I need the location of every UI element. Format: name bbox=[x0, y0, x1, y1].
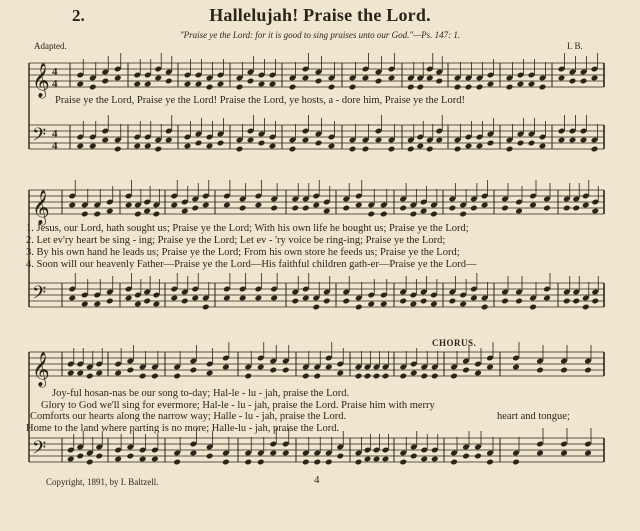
hymn-number: 2. bbox=[72, 6, 85, 25]
system2-treble-clef: 𝄞 bbox=[32, 190, 50, 225]
system3-treble-note bbox=[173, 373, 181, 380]
system2-bass-note bbox=[367, 301, 375, 308]
system1-treble-note bbox=[217, 81, 225, 88]
system2-bass-note bbox=[342, 298, 350, 305]
system2-bass-clef: 𝄢 bbox=[32, 283, 47, 308]
system3-bass-note bbox=[257, 459, 265, 466]
system2-treble-note bbox=[420, 208, 428, 215]
hymn-title: Hallelujah! Praise the Lord. bbox=[209, 5, 431, 25]
system2-treble-note bbox=[181, 208, 189, 215]
system2-bass-note bbox=[430, 301, 438, 308]
system1-treble-note bbox=[247, 78, 255, 85]
system2-treble-note bbox=[380, 211, 388, 218]
system3-treble-note bbox=[257, 364, 265, 371]
system1-bass-note bbox=[506, 146, 514, 153]
system3-bass-note bbox=[95, 453, 103, 460]
system2-bass-note bbox=[591, 298, 599, 305]
system3-treble-note bbox=[302, 373, 310, 380]
system2-treble-note bbox=[563, 205, 571, 212]
system1-bass-note bbox=[517, 140, 525, 147]
system1-bass-note bbox=[247, 137, 255, 144]
system2-treble-note bbox=[170, 202, 178, 209]
page-number: 4 bbox=[314, 474, 320, 486]
system3-treble-note bbox=[399, 373, 407, 380]
system2-treble-note bbox=[255, 202, 263, 209]
system2-bass-note bbox=[68, 295, 76, 302]
system3-bass-note bbox=[76, 453, 84, 460]
system2-bass-note bbox=[399, 298, 407, 305]
system1-bass-note bbox=[569, 137, 577, 144]
system3-treble-note bbox=[536, 367, 544, 374]
system2-treble-note bbox=[410, 211, 418, 218]
verse-2: 2. Let ev'ry heart be sing - ing; Praise ye the Lord; Let ev - 'ry voice be ring-ing; Praise ye the Lord; bbox=[26, 235, 446, 246]
system1-treble-note bbox=[206, 84, 214, 91]
system1-bass-note bbox=[349, 146, 357, 153]
system2-bass-note bbox=[270, 295, 278, 302]
system3-treble-note bbox=[282, 367, 290, 374]
system2-treble-note bbox=[459, 211, 467, 218]
system2-treble-note bbox=[134, 211, 142, 218]
system2-treble-note bbox=[270, 205, 278, 212]
system2-treble-note bbox=[355, 202, 363, 209]
system3-treble-note bbox=[325, 364, 333, 371]
system2-bass-note bbox=[529, 304, 537, 311]
system1-treble-note bbox=[416, 84, 424, 91]
system3-bass-note bbox=[512, 459, 520, 466]
system3-bass-note bbox=[325, 459, 333, 466]
system2-bass-note bbox=[323, 298, 331, 305]
system1-treble-note bbox=[114, 75, 122, 82]
system3-bass-note bbox=[382, 456, 390, 463]
system2-treble-note bbox=[106, 208, 114, 215]
verse-4: 4. Soon will our heavenly Father—Praise ye the Lord—His faithful children gath-er—Praise ye the Lord— bbox=[26, 259, 477, 270]
system3-treble-note bbox=[67, 370, 75, 377]
system1-bass-clef: 𝄢 bbox=[32, 125, 47, 150]
system1-bass-note bbox=[302, 137, 310, 144]
system3-treble-note bbox=[190, 367, 198, 374]
system1-treble-note bbox=[487, 81, 495, 88]
system1-bass-note bbox=[89, 143, 97, 150]
system2-bass-note bbox=[93, 301, 101, 308]
system3-bass-note bbox=[410, 453, 418, 460]
system3-treble-note bbox=[382, 373, 390, 380]
system1-treble-note bbox=[184, 81, 192, 88]
system3-treble-note bbox=[222, 364, 230, 371]
system3-treble-note bbox=[410, 370, 418, 377]
system1-bass-note bbox=[258, 140, 266, 147]
system2-treble-note bbox=[223, 202, 231, 209]
system1-treble-note bbox=[375, 78, 383, 85]
system1-treble-note bbox=[426, 75, 434, 82]
system3-treble-note bbox=[139, 373, 147, 380]
system2-treble-note bbox=[125, 202, 133, 209]
system1-bass-note bbox=[558, 137, 566, 144]
system1-bass-note bbox=[454, 146, 462, 153]
system2-treble-note bbox=[529, 202, 537, 209]
system1-treble-note bbox=[517, 81, 525, 88]
system3-treble-note bbox=[486, 364, 494, 371]
system1-treble-note bbox=[195, 81, 203, 88]
system3-treble-note bbox=[474, 370, 482, 377]
time-signature-top: 4 bbox=[52, 128, 58, 140]
system1-bass-note bbox=[101, 137, 109, 144]
system1-treble-note bbox=[154, 75, 162, 82]
system2-treble-note bbox=[515, 208, 523, 215]
system1-bass-note bbox=[362, 146, 370, 153]
system1-treble-note bbox=[76, 81, 84, 88]
system2-bass-note bbox=[202, 304, 210, 311]
system2-bass-note bbox=[191, 295, 199, 302]
system2-bass-note bbox=[106, 298, 114, 305]
system1-bass-note bbox=[539, 143, 547, 150]
system1-treble-note bbox=[580, 78, 588, 85]
system1-treble-note bbox=[133, 81, 141, 88]
system2-treble-note bbox=[367, 211, 375, 218]
system1-bass-note bbox=[416, 143, 424, 150]
system2-treble-note bbox=[202, 202, 210, 209]
system2-bass-note bbox=[563, 298, 571, 305]
system1-bass-note bbox=[465, 143, 473, 150]
system3-bass-note bbox=[431, 456, 439, 463]
system1-treble-note bbox=[362, 75, 370, 82]
system2-bass-note bbox=[449, 298, 457, 305]
system1-bass-note bbox=[435, 137, 443, 144]
system1-bass-note bbox=[217, 140, 225, 147]
system2-bass-note bbox=[543, 295, 551, 302]
system2-treble-note bbox=[501, 205, 509, 212]
system1-bass-note bbox=[206, 143, 214, 150]
system3-bass-note bbox=[474, 453, 482, 460]
system3-treble-note bbox=[462, 367, 470, 374]
system3-treble-note bbox=[420, 373, 428, 380]
system1-treble-note bbox=[258, 81, 266, 88]
system1-bass-note bbox=[114, 146, 122, 153]
system1-bass-note bbox=[591, 146, 599, 153]
system1-treble-note bbox=[144, 81, 152, 88]
system2-treble-note bbox=[591, 208, 599, 215]
system2-bass-note bbox=[143, 298, 151, 305]
system3-treble-note bbox=[206, 370, 214, 377]
verse-3: 3. By his own hand he leads us; Praise ye the Lord; From his own store he feeds us; Praise ye the Lord; bbox=[26, 247, 460, 258]
system2-bass-note bbox=[134, 301, 142, 308]
chorus-line-3: Comforts our hearts along the narrow way; Halle - lu - jah, praise the Lord. bbox=[30, 411, 347, 422]
system1-treble-note bbox=[476, 84, 484, 91]
system1-treble-note bbox=[349, 84, 357, 91]
system3-bass-note bbox=[282, 450, 290, 457]
system2-bass-note bbox=[239, 295, 247, 302]
system1-bass-note bbox=[184, 143, 192, 150]
system1-treble-note bbox=[328, 84, 336, 91]
system1-treble-note bbox=[89, 84, 97, 91]
system1-treble-note bbox=[236, 84, 244, 91]
system2-bass-note bbox=[81, 301, 89, 308]
system2-bass-note bbox=[302, 295, 310, 302]
system1-treble-note bbox=[289, 84, 297, 91]
system1-treble-note bbox=[591, 75, 599, 82]
system3-bass-note bbox=[222, 459, 230, 466]
system2-treble-note bbox=[68, 202, 76, 209]
system3-bass-note bbox=[355, 459, 363, 466]
system1-bass-note bbox=[269, 143, 277, 150]
system1-bass-note bbox=[388, 146, 396, 153]
system3-bass-note bbox=[139, 456, 147, 463]
system3-treble-note bbox=[244, 373, 252, 380]
system2-bass-note bbox=[481, 304, 489, 311]
system2-bass-note bbox=[420, 298, 428, 305]
system3-treble-note bbox=[114, 370, 122, 377]
system2-treble-note bbox=[191, 205, 199, 212]
system2-bass-note bbox=[255, 295, 263, 302]
system2-treble-note bbox=[81, 211, 89, 218]
system3-treble-note bbox=[450, 373, 458, 380]
system2-bass-note bbox=[572, 298, 580, 305]
time-signature-bottom: 4 bbox=[52, 140, 58, 152]
system3-bass-note bbox=[302, 459, 310, 466]
system2-treble-note bbox=[543, 205, 551, 212]
system2-bass-note bbox=[410, 301, 418, 308]
chorus-line-3-continuation: heart and tongue; bbox=[497, 411, 570, 422]
system2-treble-note bbox=[342, 205, 350, 212]
time-signature-bottom: 4 bbox=[52, 78, 58, 90]
system1-treble-note bbox=[407, 84, 415, 91]
system3-bass-note bbox=[269, 450, 277, 457]
system1-treble-note bbox=[435, 78, 443, 85]
system2-treble-note bbox=[153, 211, 161, 218]
system2-treble-note bbox=[323, 208, 331, 215]
system3-treble-note bbox=[355, 373, 363, 380]
system3-bass-note bbox=[584, 450, 592, 457]
system2-bass-note bbox=[153, 301, 161, 308]
verse-1: 1. Jesus, our Lord, hath sought us; Praise ye the Lord; With his own life he bought us; Praise ye the Lord; bbox=[26, 223, 469, 234]
system3-treble-note bbox=[364, 373, 372, 380]
arrangement-credit: Adapted. bbox=[34, 41, 67, 51]
system3-bass-clef: 𝄢 bbox=[32, 438, 47, 463]
system2-treble-note bbox=[239, 205, 247, 212]
system3-bass-note bbox=[364, 456, 372, 463]
system3-treble-note bbox=[560, 367, 568, 374]
system3-treble-note bbox=[313, 373, 321, 380]
system3-treble-note bbox=[151, 373, 159, 380]
system2-treble-note bbox=[93, 211, 101, 218]
system3-treble-note bbox=[431, 373, 439, 380]
system1-treble-note bbox=[165, 78, 173, 85]
system1-bass-note bbox=[144, 143, 152, 150]
system2-bass-note bbox=[470, 295, 478, 302]
chorus-label: CHORUS. bbox=[432, 338, 477, 348]
system3-treble-note bbox=[584, 367, 592, 374]
system3-bass-note bbox=[244, 459, 252, 466]
system1-treble-note bbox=[465, 84, 473, 91]
system2-bass-note bbox=[355, 304, 363, 311]
system1-treble-note bbox=[315, 78, 323, 85]
system1-bass-note bbox=[528, 140, 536, 147]
system1-treble-clef: 𝄞 bbox=[32, 63, 50, 98]
system3-bass-note bbox=[86, 459, 94, 466]
system1-bass-note bbox=[426, 146, 434, 153]
system3-bass-note bbox=[173, 459, 181, 466]
copyright: Copyright, 1891, by I. Baltzell. bbox=[46, 477, 159, 487]
system3-treble-note bbox=[127, 367, 135, 374]
system2-bass-note bbox=[380, 301, 388, 308]
system1-bass-note bbox=[375, 137, 383, 144]
system1-treble-note bbox=[528, 81, 536, 88]
system2-bass-note bbox=[459, 301, 467, 308]
system2-treble-note bbox=[470, 205, 478, 212]
system1-bass-note bbox=[236, 146, 244, 153]
system3-treble-note bbox=[336, 370, 344, 377]
chorus-line-4: Home to the land where parting is no more; Halle-lu - jah, praise the Lord. bbox=[26, 423, 340, 434]
time-signature-top: 4 bbox=[52, 66, 58, 78]
system2-treble-note bbox=[143, 208, 151, 215]
system2-bass-note bbox=[125, 295, 133, 302]
system1-treble-note bbox=[454, 84, 462, 91]
system3-bass-note bbox=[486, 459, 494, 466]
system2-treble-note bbox=[582, 202, 590, 209]
system3-treble-note bbox=[373, 373, 381, 380]
epigraph: "Praise ye the Lord: for it is good to sing praises unto our God."—Ps. 147: 1. bbox=[179, 30, 461, 40]
system2-treble-note bbox=[399, 205, 407, 212]
system3-bass-note bbox=[206, 453, 214, 460]
system2-bass-note bbox=[181, 298, 189, 305]
system1-bass-note bbox=[487, 140, 495, 147]
system2-bass-note bbox=[291, 298, 299, 305]
system2-bass-note bbox=[223, 295, 231, 302]
system3-bass-note bbox=[373, 456, 381, 463]
chorus-line-1: Joy-ful hosan-nas be our song to-day; Hal-le - lu - jah, praise the Lord. bbox=[52, 388, 350, 399]
system1-treble-note bbox=[506, 84, 514, 91]
system2-treble-note bbox=[572, 205, 580, 212]
system1-lyric: Praise ye the Lord, Praise ye the Lord! Praise the Lord, ye hosts, a - dore him, Praise ye the Lord! bbox=[55, 95, 465, 106]
system3-treble-clef: 𝄞 bbox=[32, 352, 50, 387]
system3-bass-note bbox=[127, 453, 135, 460]
system3-treble-note bbox=[95, 370, 103, 377]
system3-treble-note bbox=[76, 370, 84, 377]
system1-bass-note bbox=[133, 143, 141, 150]
system2-treble-note bbox=[312, 202, 320, 209]
system1-treble-note bbox=[539, 84, 547, 91]
system3-bass-note bbox=[420, 456, 428, 463]
system1-bass-note bbox=[580, 137, 588, 144]
system1-treble-note bbox=[558, 75, 566, 82]
system2-bass-note bbox=[582, 304, 590, 311]
system1-treble-note bbox=[388, 75, 396, 82]
system2-treble-note bbox=[449, 205, 457, 212]
system2-bass-note bbox=[312, 304, 320, 311]
system3-treble-note bbox=[269, 367, 277, 374]
system3-bass-note bbox=[450, 459, 458, 466]
system3-bass-note bbox=[313, 459, 321, 466]
system2-bass-note bbox=[515, 298, 523, 305]
system1-bass-note bbox=[407, 146, 415, 153]
system2-treble-note bbox=[291, 205, 299, 212]
system3-bass-note bbox=[536, 450, 544, 457]
system3-bass-note bbox=[462, 453, 470, 460]
system3-treble-note bbox=[86, 373, 94, 380]
system1-bass-note bbox=[154, 146, 162, 153]
system1-bass-note bbox=[76, 143, 84, 150]
system2-bass-note bbox=[501, 298, 509, 305]
system1-bass-note bbox=[476, 143, 484, 150]
composer-credit: I. B. bbox=[567, 41, 583, 51]
system1-bass-note bbox=[289, 146, 297, 153]
system1-bass-note bbox=[315, 140, 323, 147]
system3-bass-note bbox=[336, 453, 344, 460]
system1-bass-note bbox=[165, 137, 173, 144]
system2-treble-note bbox=[302, 205, 310, 212]
system1-bass-note bbox=[195, 140, 203, 147]
system1-bass-note bbox=[328, 143, 336, 150]
system3-bass-note bbox=[560, 450, 568, 457]
chorus-line-2: Glory to God we'll sing for evermore; Hal-le - lu - jah, praise the Lord. Praise him with merry bbox=[41, 400, 435, 411]
system3-bass-note bbox=[190, 450, 198, 457]
system2-treble-note bbox=[430, 211, 438, 218]
system2-bass-note bbox=[170, 295, 178, 302]
system3-bass-note bbox=[151, 456, 159, 463]
system1-treble-note bbox=[569, 78, 577, 85]
system3-bass-note bbox=[399, 459, 407, 466]
system2-treble-note bbox=[481, 202, 489, 209]
system3-treble-note bbox=[512, 364, 520, 371]
system3-bass-note bbox=[67, 456, 75, 463]
system1-treble-note bbox=[101, 78, 109, 85]
system3-bass-note bbox=[114, 456, 122, 463]
system1-treble-note bbox=[269, 81, 277, 88]
system1-treble-note bbox=[302, 75, 310, 82]
